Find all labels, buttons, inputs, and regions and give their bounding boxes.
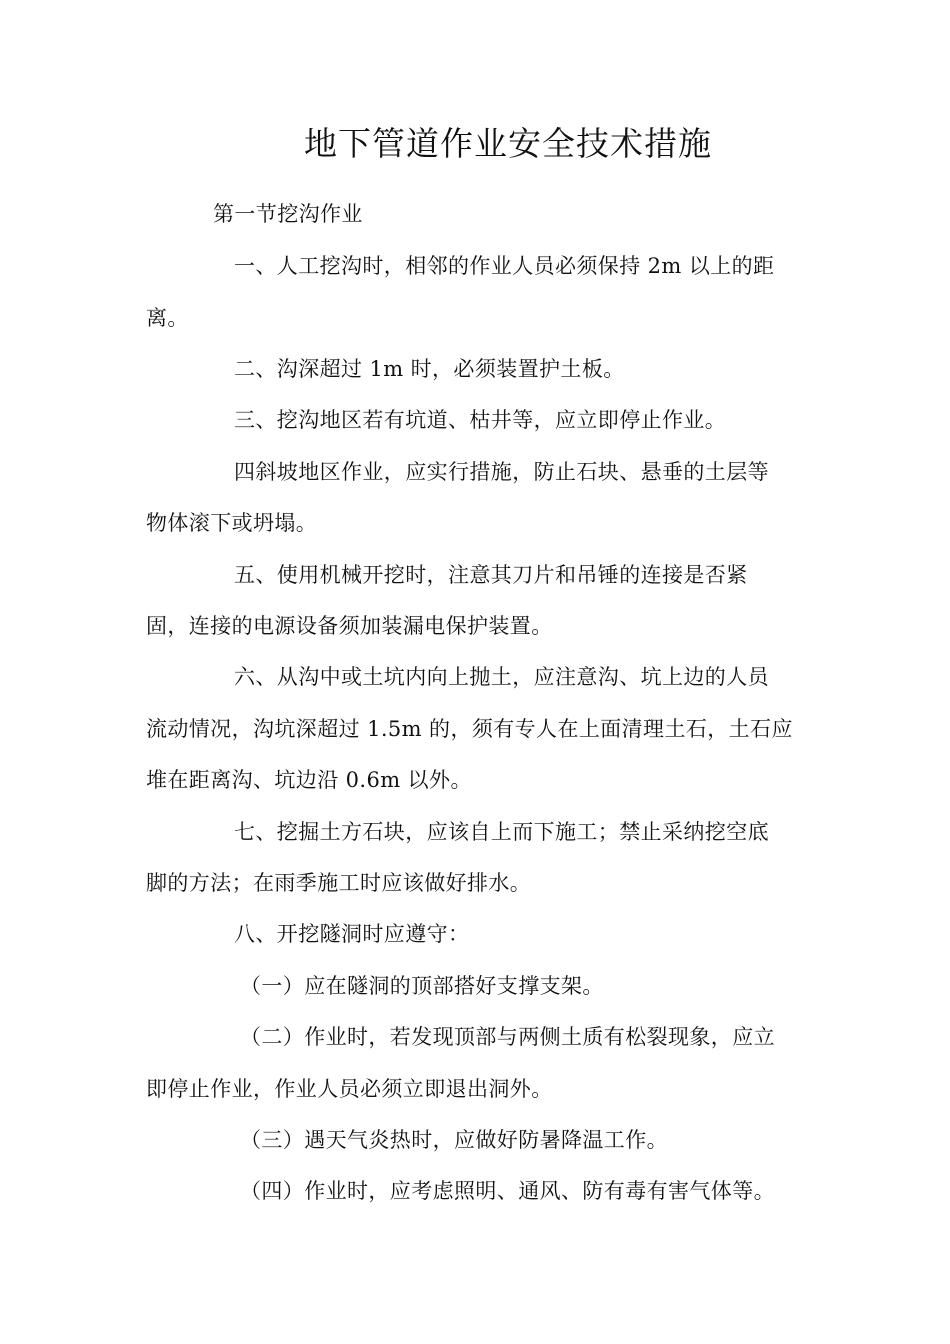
- paragraph-line: 离。: [146, 306, 189, 330]
- paragraph-line: 固，连接的电源设备须加装漏电保护装置。: [146, 614, 553, 638]
- paragraph-line: （二）作业时，若发现顶部与两侧土质有松裂现象，应立: [240, 1025, 775, 1049]
- paragraph-line: （三）遇天气炎热时，应做好防暑降温工作。: [240, 1128, 668, 1152]
- paragraph-line: 即停止作业，作业人员必须立即退出洞外。: [146, 1077, 553, 1101]
- paragraph-line: 一、人工挖沟时，相邻的作业人员必须保持 2m 以上的距: [234, 254, 775, 278]
- section-heading: 第一节挖沟作业: [213, 202, 363, 226]
- document-title: 地下管道作业安全技术措施: [304, 124, 712, 163]
- paragraph-line: （一）应在隧洞的顶部搭好支撑支架。: [240, 974, 604, 998]
- paragraph-line: 流动情况，沟坑深超过 1.5m 的，须有专人在上面清理土石，土石应: [146, 717, 793, 741]
- paragraph-line: 脚的方法；在雨季施工时应该做好排水。: [146, 871, 532, 895]
- paragraph-line: 二、沟深超过 1m 时，必须装置护土板。: [234, 357, 625, 381]
- paragraph-line: 物体滚下或坍塌。: [146, 511, 318, 535]
- paragraph-line: 三、挖沟地区若有坑道、枯井等，应立即停止作业。: [234, 408, 727, 432]
- paragraph-line: 六、从沟中或土坑内向上抛土，应注意沟、坑上边的人员: [234, 665, 769, 689]
- paragraph-line: 五、使用机械开挖时，注意其刀片和吊锤的连接是否紧: [234, 563, 748, 587]
- paragraph-line: 七、挖掘土方石块，应该自上而下施工；禁止采纳挖空底: [234, 820, 769, 844]
- paragraph-line: 四斜坡地区作业，应实行措施，防止石块、悬垂的土层等: [234, 460, 769, 484]
- paragraph-line: 八、开挖隧洞时应遵守：: [234, 922, 470, 946]
- paragraph-line: 堆在距离沟、坑边沿 0.6m 以外。: [146, 768, 472, 792]
- paragraph-line: （四）作业时，应考虑照明、通风、防有毒有害气体等。: [240, 1179, 775, 1203]
